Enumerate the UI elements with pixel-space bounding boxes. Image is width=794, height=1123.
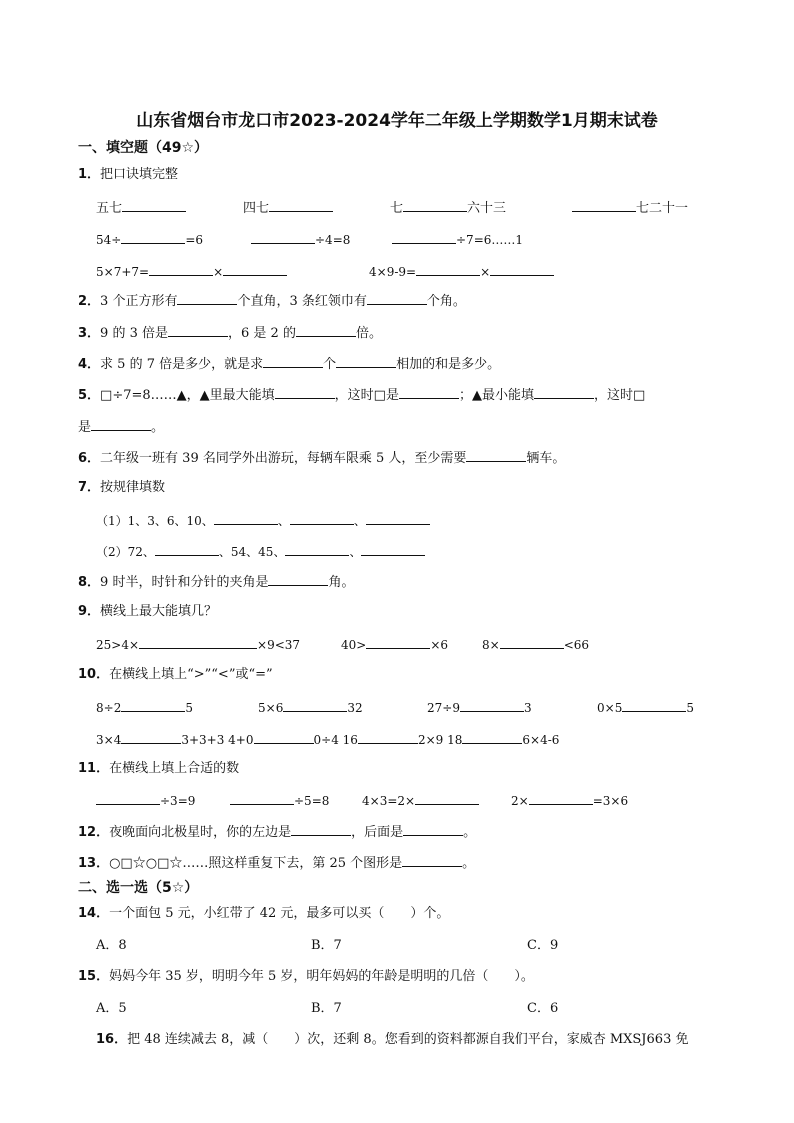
q9-text: 40> [341,638,367,652]
answer-blank[interactable] [269,199,333,212]
question-text: 是 [78,420,92,435]
answer-blank[interactable] [572,199,636,212]
answer-blank[interactable] [336,355,396,368]
question-6 [78,449,565,467]
q1-text: 四七 [243,201,270,216]
answer-blank[interactable] [223,263,287,276]
q1-text: 54÷ [96,233,122,247]
question-text: 夜晚面向北极星时，你的左边是 [109,825,292,840]
question-text: 3 个正方形有 [100,294,178,309]
q10-text: 3×4 [96,733,122,747]
question-14 [78,906,449,922]
q10-text: 8÷2 [96,701,122,715]
question-text: 。 [462,856,476,871]
q1-row2-a [96,231,203,248]
q10-text: 0÷4 [313,733,339,747]
option-c[interactable]: C．9 [527,938,559,953]
q10-text: 27÷9 [427,701,460,715]
q11-a [96,792,195,809]
answer-blank[interactable] [121,699,185,712]
q10-text: 5×6 [258,701,284,715]
question-1 [78,167,178,183]
q7-text: （1）1、3、6、10、 [96,514,214,528]
question-number: 9． [78,604,101,619]
answer-blank[interactable] [121,231,185,244]
answer-blank[interactable] [529,792,593,805]
question-text: 在横线上填上合适的数 [109,761,240,776]
question-number: 3． [78,326,101,341]
q9-b [341,636,448,653]
question-number: 14． [78,906,110,921]
question-number: 2． [78,294,101,309]
q10-r1-d [597,699,694,716]
question-text: 妈妈今年 35 岁，明明今年 5 岁，明年妈妈的年龄是明明的几倍（ ）。 [109,969,534,984]
answer-blank[interactable] [121,731,181,744]
separator: 、 [277,514,290,528]
answer-blank[interactable] [263,355,323,368]
q10-text: 5 [185,701,193,715]
question-text: 个直角，3 条红领巾有 [237,294,367,309]
q7-row2 [96,543,425,560]
answer-blank[interactable] [367,292,427,305]
q11-text: ÷5=8 [294,794,330,808]
q10-text: 3+3+3 [181,733,225,747]
question-text: ，后面是 [351,825,404,840]
q1-row1-a [96,199,186,217]
answer-blank[interactable] [149,263,213,276]
q1-text: ÷7=6……1 [456,233,524,247]
answer-blank[interactable] [230,792,294,805]
answer-blank[interactable] [358,731,418,744]
question-text: 二年级一班有 39 名同学外出游玩，每辆车限乘 5 人，至少需要 [100,451,467,466]
question-11 [78,761,239,777]
question-number: 10． [78,667,110,682]
question-number: 5． [78,388,101,403]
question-5-cont [78,418,164,436]
question-4 [78,355,500,373]
question-number: 16． [96,1032,128,1047]
q1-row3-a [96,263,287,280]
question-12 [78,823,476,841]
answer-blank[interactable] [254,731,314,744]
section-header-multiple-choice: 二、选一选（5☆） [78,880,199,896]
answer-blank[interactable] [490,263,554,276]
option-b[interactable]: B．7 [311,1001,342,1016]
question-text: 9 的 3 倍是 [100,326,168,341]
question-5 [78,386,645,404]
answer-blank[interactable] [361,543,425,556]
option-c[interactable]: C．6 [527,1001,559,1016]
option-a[interactable]: A．8 [96,938,127,953]
q11-text: ÷3=9 [160,794,196,808]
question-2 [78,292,466,310]
q11-text: 4×3=2× [362,794,416,808]
question-15 [78,969,534,985]
answer-blank[interactable] [296,324,356,337]
q11-c [362,792,479,809]
q10-text: 3 [523,701,532,715]
question-number: 12． [78,825,110,840]
answer-blank[interactable] [402,854,462,867]
q11-b [230,792,329,809]
q1-text: ÷4=8 [315,233,351,247]
q7-text: （2）72、 [96,545,155,559]
q9-text: 25>4× [96,638,140,652]
q1-row1-b [243,199,333,217]
answer-blank[interactable] [403,199,467,212]
page-title: 山东省烟台市龙口市2023-2024学年二年级上学期数学1月期末试卷 [136,111,658,131]
question-text: 在横线上填上“>”“<”或“=” [109,667,273,682]
question-text: 倍。 [355,326,382,341]
question-text: 个 [323,357,337,372]
question-7 [78,480,165,496]
answer-blank[interactable] [139,636,257,649]
question-number: 1． [78,167,101,182]
answer-blank[interactable] [168,324,228,337]
question-text: 。 [151,420,165,435]
answer-blank[interactable] [91,418,151,431]
q1-text: 4×9-9= [369,265,417,279]
question-3 [78,324,382,342]
question-text: 一个面包 5 元，小红带了 42 元，最多可以买（ ）个。 [109,906,450,921]
q10-text: 6×4-6 [522,733,560,747]
answer-blank[interactable] [466,449,526,462]
answer-blank[interactable] [416,263,480,276]
question-13 [78,854,475,872]
q9-text: ×9<37 [257,638,301,652]
answer-blank[interactable] [500,636,564,649]
answer-blank[interactable] [415,792,479,805]
question-number: 11． [78,761,110,776]
answer-blank[interactable] [251,231,315,244]
q1-text: 七二十一 [636,201,689,216]
q1-text: 七 [390,201,404,216]
answer-blank[interactable] [399,386,459,399]
q7-row1 [96,512,430,529]
question-text: 辆车。 [526,451,566,466]
question-text: 按规律填数 [100,480,166,495]
q1-text: × [480,265,491,279]
q1-text: =6 [185,233,204,247]
q11-text: 2× [511,794,529,808]
separator: 、 [353,514,366,528]
q10-text: 32 [347,701,363,715]
q10-text: 16 [342,733,358,747]
answer-blank[interactable] [177,292,237,305]
question-text: 相加的和是多少。 [396,357,501,372]
question-text: ；▲最小能填 [458,388,534,403]
question-text: ，6 是 2 的 [228,326,296,341]
q1-row3-b [369,263,554,280]
question-text: 把 48 连续减去 8，减（ ）次，还剩 8。您看到的资料都源自我们平台，家威杏 MXSJ663 免 [127,1032,689,1047]
q1-text: 5×7+7= [96,265,150,279]
question-text: ○□☆○□☆……照这样重复下去，第 25 个图形是 [109,856,403,871]
q11-text: =3×6 [592,794,629,808]
question-text: 把口诀填完整 [100,167,179,182]
question-number: 6． [78,451,101,466]
q10-r1-c [427,699,532,716]
answer-blank[interactable] [534,386,594,399]
q9-a [96,636,300,653]
q10-text: 0×5 [597,701,623,715]
q10-text: 2×9 [417,733,444,747]
question-9 [78,604,217,620]
answer-blank[interactable] [285,543,349,556]
q1-row2-c [392,231,523,248]
q7-text: 、54、45、 [218,545,286,559]
q10-text: 18 [447,733,463,747]
question-text: 求 5 的 7 倍是多少，就是求 [100,357,264,372]
question-10 [78,667,273,683]
answer-blank[interactable] [460,699,524,712]
answer-blank[interactable] [96,792,160,805]
q9-text: ×6 [430,638,449,652]
answer-blank[interactable] [122,199,186,212]
q9-text: <66 [563,638,590,652]
question-text: □÷7=8……▲，▲里最大能填 [100,388,275,403]
answer-blank[interactable] [290,512,354,525]
question-text: 。 [463,825,477,840]
question-text: 个角。 [426,294,466,309]
q9-c [482,636,589,653]
q10-r1-b [258,699,363,716]
question-text: 横线上最大能填几？ [100,604,218,619]
question-number: 7． [78,480,101,495]
q10-text: 5 [686,701,694,715]
answer-blank[interactable] [275,386,335,399]
answer-blank[interactable] [392,231,456,244]
answer-blank[interactable] [214,512,278,525]
question-text: ，这时□ [593,388,646,403]
section-header-fill-blanks: 一、填空题（49☆） [78,140,209,156]
answer-blank[interactable] [268,573,328,586]
question-16 [96,1032,688,1048]
q1-row1-d [572,199,688,217]
q11-d [511,792,628,809]
question-text: 角。 [328,575,355,590]
answer-blank[interactable] [283,699,347,712]
q1-row2-b [251,231,350,248]
answer-blank[interactable] [622,699,686,712]
answer-blank[interactable] [366,512,430,525]
question-8 [78,573,354,591]
answer-blank[interactable] [462,731,522,744]
question-number: 4． [78,357,101,372]
question-number: 13． [78,856,110,871]
option-a[interactable]: A．5 [96,1001,127,1016]
answer-blank[interactable] [291,823,351,836]
question-text: 9 时半，时针和分针的夹角是 [100,575,269,590]
q10-r2 [96,731,559,748]
q10-text: 4+0 [228,733,254,747]
question-text: ，这时□是 [334,388,399,403]
answer-blank[interactable] [155,543,219,556]
question-number: 15． [78,969,110,984]
question-number: 8． [78,575,101,590]
answer-blank[interactable] [403,823,463,836]
q9-text: 8× [482,638,500,652]
separator: 、 [349,545,362,559]
q1-text: 五七 [96,201,123,216]
q1-row1-c [390,199,506,217]
q10-r1-a [96,699,193,716]
q1-text: × [213,265,224,279]
q1-text: 六十三 [467,201,507,216]
option-b[interactable]: B．7 [311,938,342,953]
answer-blank[interactable] [366,636,430,649]
